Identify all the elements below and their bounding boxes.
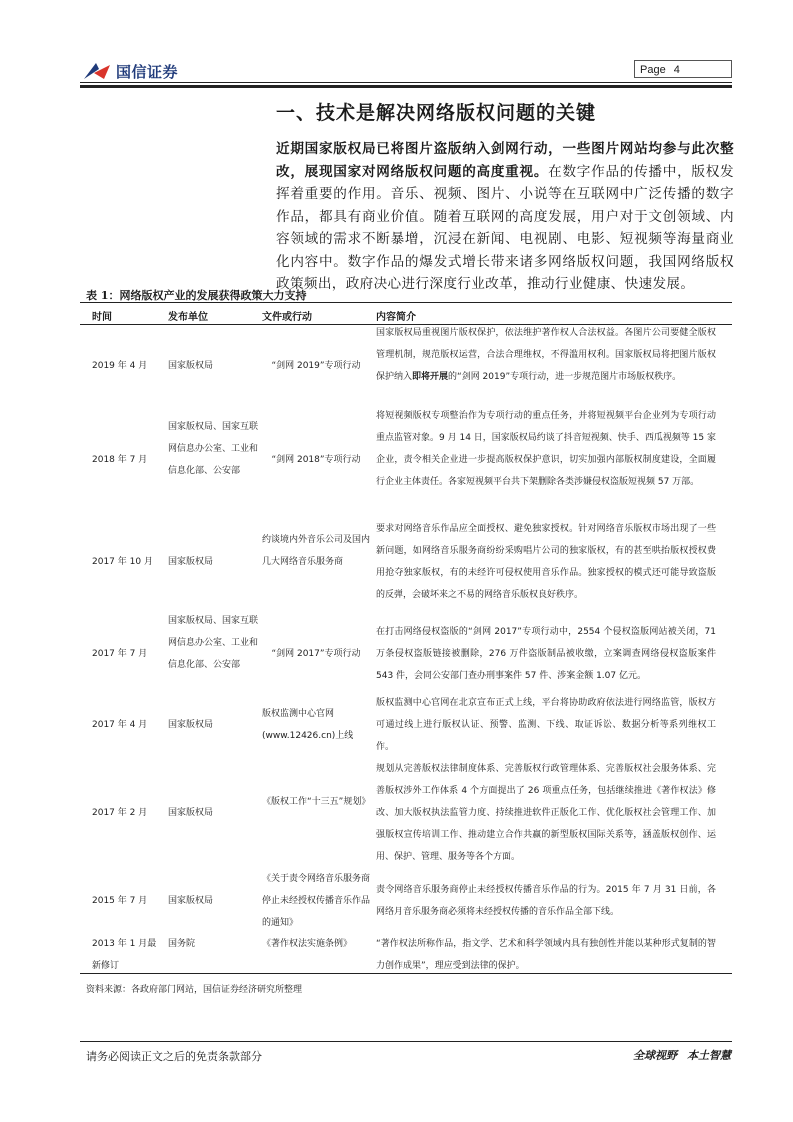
- header-rule-thick: [80, 85, 732, 88]
- slogan-global: 全球视野: [633, 1049, 677, 1062]
- slogan-local: 本土智慧: [687, 1049, 731, 1062]
- row-2017-10-doc: 约谈境内外音乐公司及国内几大网络音乐服务商: [262, 535, 371, 567]
- intro-body: 在数字作品的传播中，版权发挥着重要的作用。音乐、视频、图片、小说等在互联网中广泛传播的数字作品，都具有商业价值。随着互联网的高度发展，用户对于文创领域、内容领域的需求不断暴增，沉浸在新闻、电视剧、电影、短视频等海量商业化内容中。数字作品的爆发式增长带来诸多网络版权问题，我国网络版权政策频出，政府决心进行深度行业改革，推动行业健康、快速发展。: [276, 163, 734, 292]
- header-doc: 文件或行动: [262, 312, 312, 323]
- row-2017-07-doc: “剑网 2017”专项行动: [271, 649, 361, 659]
- row-2015-07-org: 国家版权局: [168, 896, 214, 906]
- page-indicator: [634, 60, 732, 78]
- row-2017-07-date: 2017 年 7 月: [92, 649, 148, 659]
- header-desc: 内容简介: [376, 312, 416, 323]
- row-2017-07-desc: 在打击网络侵权盗版的“剑网 2017”专项行动中，2554 个侵权盗版网站被关闭，71 万条侵权盗版链接被删除，276 万件盗版制品被收缴，立案调查网络侵权盗版案件 543 件，会同公安部门查办刑事案件 57 件、涉案金额 1.07 亿元。: [376, 627, 716, 681]
- row-2017-04-org: 国家版权局: [168, 720, 214, 730]
- table-top-rule: [80, 302, 732, 303]
- row-2019-04-date: 2019 年 4 月: [92, 361, 148, 371]
- row-2017-02-doc: 《版权工作“十三五”规划》: [262, 797, 371, 807]
- row-2017-04-desc: 版权监测中心官网在北京宣布正式上线，平台将协助政府依法进行网络监管，版权方可通过线上进行版权认证、预警、监测、下线、取证诉讼、数据分析等系列维权工作。: [376, 698, 716, 752]
- footer-slogan: [623, 1047, 731, 1063]
- row-2017-10-date: 2017 年 10 月: [92, 557, 153, 567]
- row-2015-07-date: 2015 年 7 月: [92, 896, 148, 906]
- row-2017-02-date: 2017 年 2 月: [92, 808, 148, 818]
- table-bottom-rule: [80, 973, 732, 974]
- row-2013-01-doc: 《著作权法实施条例》: [262, 939, 353, 949]
- table-source: 资料来源：各政府部门网站，国信证券经济研究所整理: [86, 985, 303, 995]
- row-2017-07-org: 国家版权局、国家互联网信息办公室、工业和信息化部、公安部: [168, 616, 259, 670]
- row-2015-07-desc: 责令网络音乐服务商停止未经授权传播音乐作品的行为。2015 年 7 月 31 日前，各网络月音乐服务商必须将未经授权传播的音乐作品全部下线。: [376, 885, 716, 917]
- section-title: 一、技术是解决网络版权问题的关键: [276, 102, 597, 124]
- row-2013-01-desc: “著作权法所称作品，指文学、艺术和科学领域内具有独创性并能以某种形式复制的智力创作成果”，理应受到法律的保护。: [376, 939, 716, 971]
- intro-bold-lead: 近期国家版权局已将图片盗版纳入剑网行动，一些图片网站均参与此次整改，展现国家对网络版权问题的高度重视。: [276, 141, 734, 180]
- row-2019-04-org: 国家版权局: [168, 361, 214, 371]
- row-2017-10-org: 国家版权局: [168, 557, 214, 567]
- row-2018-07-date: 2018 年 7 月: [92, 455, 148, 465]
- row-2019-04-desc-bold: 即将开展: [412, 372, 449, 382]
- row-2015-07-doc: 《关于责令网络音乐服务商停止未经授权传播音乐作品的通知》: [262, 874, 371, 928]
- row-2017-10-desc: 要求对网络音乐作品应全面授权、避免独家授权。针对网络音乐版权市场出现了一些新问题，如网络音乐服务商纷纷采购唱片公司的独家版权，有的甚至哄抬版权授权费用抢夺独家版权，有的未经许可侵权使用音乐作品。独家授权的模式还可能导致盗版的反弹，会破坏来之不易的网络音乐版权良好秩序。: [376, 524, 716, 600]
- row-2019-04-desc-b: 的“剑网 2019”专项行动，进一步规范图片市场版权秩序。: [448, 372, 682, 382]
- row-2017-02-org: 国家版权局: [168, 808, 214, 818]
- row-2018-07-org: 国家版权局、国家互联网信息办公室、工业和信息化部、公安部: [168, 422, 259, 476]
- intro-paragraph: [276, 138, 734, 296]
- page-label: Page: [640, 64, 666, 76]
- row-2013-01-date: 2013 年 1 月最新修订: [92, 939, 157, 971]
- footer-rule: [80, 1041, 732, 1042]
- header-org: 发布单位: [168, 312, 208, 323]
- row-2019-04-desc: [376, 322, 716, 388]
- row-2017-04-date: 2017 年 4 月: [92, 720, 148, 730]
- logo-mark-icon: [82, 59, 112, 83]
- row-2017-04-doc: 版权监测中心官网(www.12426.cn)上线: [262, 709, 354, 741]
- row-2017-02-desc: 规划从完善版权法律制度体系、完善版权行政管理体系、完善版权社会服务体系、完善版权涉外工作体系 4 个方面提出了 26 项重点任务，包括继续推进《著作权法》修改、加大版权执法监管力度、持续推进软件正版化工作、优化版权社会管理工作、加强版权宣传培训工作、推动建立合作共赢的新型版权国际关系等，涵盖版权创作、运用、保护、管理、服务等各个方面。: [376, 764, 716, 862]
- row-2019-04-doc: “剑网 2019”专项行动: [271, 361, 361, 371]
- logo-text: 国信证券: [116, 62, 179, 81]
- header-date: 时间: [92, 312, 112, 323]
- row-2019-04-desc-a: 国家版权局重视图片版权保护，依法维护著作权人合法权益。各图片公司要健全版权管理机制，规范版权运营，合法合理维权，不得滥用权利。国家版权局将把图片版权保护纳入: [376, 328, 716, 382]
- page-number: 4: [673, 64, 680, 76]
- row-2018-07-desc: 将短视频版权专项整治作为专项行动的重点任务，并将短视频平台企业列为专项行动重点监管对象。9 月 14 日，国家版权局约谈了抖音短视频、快手、西瓜视频等 15 家企业，责令相关企业进一步提高版权保护意识，切实加强内部版权制度建设，全面履行企业主体责任。各家短视频平台共下架删除各类涉嫌侵权盗版短视频 57 万部。: [376, 411, 716, 487]
- row-2018-07-doc: “剑网 2018”专项行动: [271, 455, 361, 465]
- row-2013-01-org: 国务院: [168, 939, 196, 949]
- header-rule: [80, 82, 732, 83]
- company-logo: [82, 58, 178, 84]
- disclaimer-text: 请务必阅读正文之后的免责条款部分: [86, 1050, 262, 1063]
- table-title: 表 1：网络版权产业的发展获得政策大力支持: [86, 289, 307, 302]
